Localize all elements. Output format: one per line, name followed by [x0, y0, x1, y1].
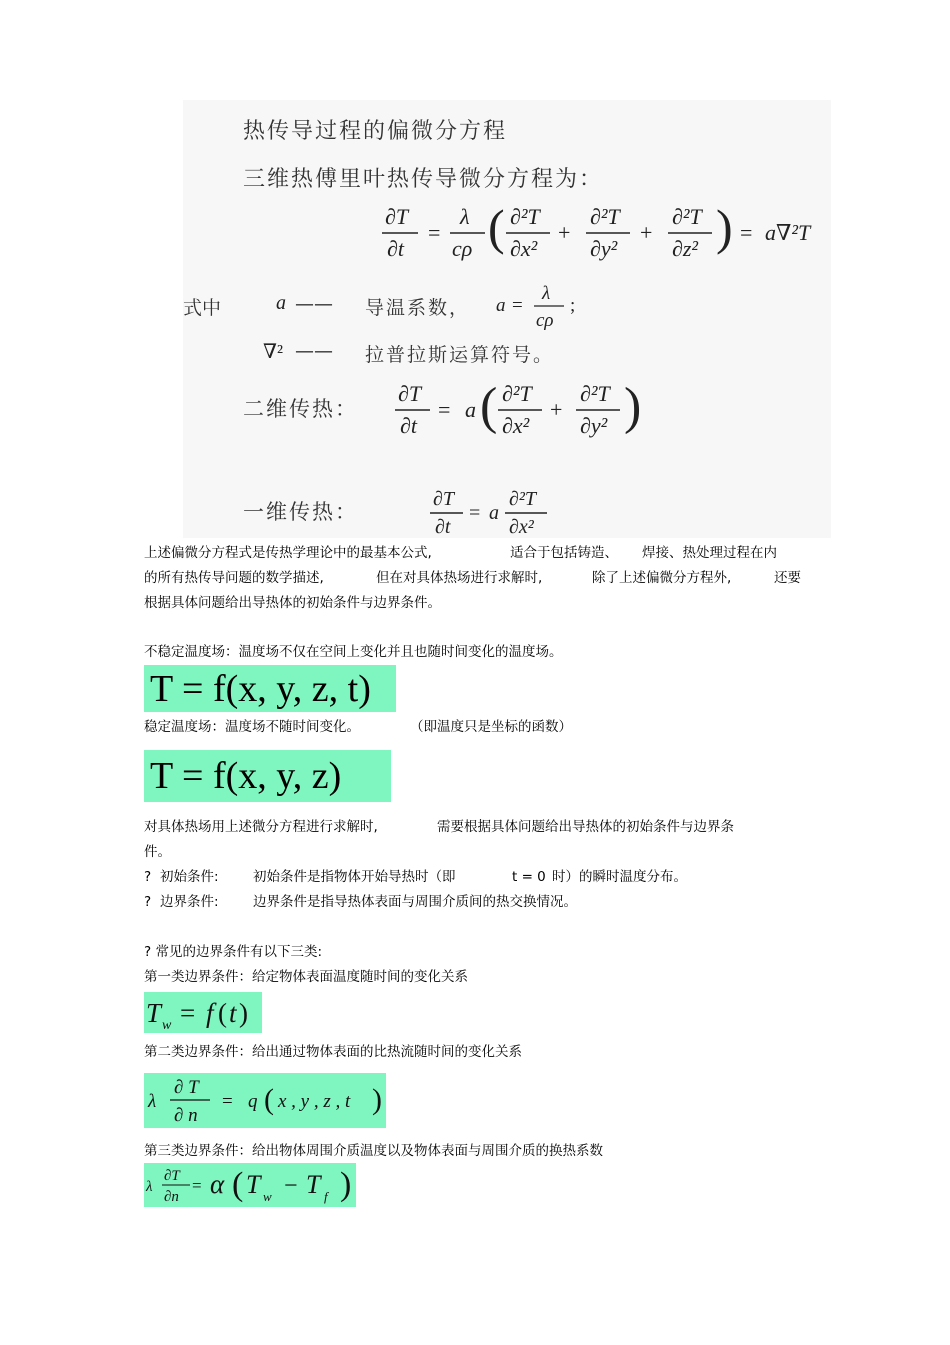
svg-text:∂T: ∂T [385, 204, 409, 229]
initial-description: 初始条件是指物体开始导热时（即 [253, 869, 456, 885]
a-description: 导温系数， [365, 297, 471, 319]
intro-line1-b: 适合于包括铸造、 [510, 545, 618, 561]
steady-equation-box [144, 750, 391, 802]
svg-text:∂²T: ∂²T [510, 204, 540, 229]
first-boundary-equation [144, 992, 262, 1033]
svg-text:λ: λ [148, 1091, 157, 1112]
intro-line1-c: 焊接、热处理过程在内 [642, 545, 777, 561]
boundary-description: 边界条件是指导热体表面与周围介质间的热交换情况。 [253, 894, 577, 910]
first-boundary-equation-box [144, 992, 262, 1033]
svg-text:∂z²: ∂z² [672, 236, 699, 261]
svg-text:w: w [162, 1018, 172, 1033]
svg-text:∂ T: ∂ T [174, 1077, 199, 1098]
svg-text:(: ( [264, 1083, 274, 1116]
unsteady-equation-box [144, 665, 396, 712]
svg-text:∂ n: ∂ n [174, 1105, 198, 1126]
svg-text:t: t [229, 998, 237, 1028]
where-label: 式中 [183, 297, 222, 319]
svg-text:a: a [489, 502, 499, 524]
intro-line3: 根据具体问题给出导热体的初始条件与边界条件。 [144, 595, 441, 611]
solve-line1-b: 需要根据具体问题给出导热体的初始条件与边界条 [437, 819, 734, 835]
intro-line2-b: 但在对具体热场进行求解时, [376, 570, 543, 586]
svg-text:a∇²T: a∇²T [765, 220, 811, 245]
svg-text:=: = [469, 502, 481, 524]
svg-text:cρ: cρ [452, 236, 473, 261]
svg-text:;: ; [570, 295, 576, 316]
nabla-symbol: ∇² [263, 341, 283, 363]
third-kind-boundary: 第三类边界条件：给出物体周围介质温度以及物体表面与周围介质的换热系数 [144, 1143, 603, 1159]
svg-text:(: ( [218, 998, 227, 1028]
svg-text:∂t: ∂t [435, 516, 451, 538]
two-d-heat-equation [390, 375, 660, 445]
svg-text:−: − [284, 1173, 298, 1199]
svg-text:): ) [716, 199, 733, 255]
steady-note: （即温度只是坐标的函数） [410, 719, 572, 735]
third-boundary-equation-box [144, 1163, 356, 1207]
svg-text:=: = [222, 1091, 233, 1112]
svg-text:∂T: ∂T [433, 488, 455, 510]
svg-text:T: T [246, 1170, 261, 1199]
a-definition-formula [492, 282, 592, 332]
svg-text:=: = [180, 998, 196, 1028]
initial-time: t = 0 [512, 869, 546, 885]
svg-text:a: a [465, 397, 476, 422]
svg-text:(: ( [488, 199, 505, 255]
svg-text:∂²T: ∂²T [502, 381, 532, 406]
section-subtitle: 三维热傅里叶热传导微分方程为： [243, 167, 604, 192]
svg-text:=: = [192, 1176, 202, 1195]
common-boundary-heading: ? 常见的边界条件有以下三类: [144, 944, 323, 960]
svg-text:q: q [248, 1091, 258, 1112]
svg-text:α: α [210, 1169, 225, 1199]
intro-line1-a: 上述偏微分方程式是传热学理论中的最基本公式, [144, 545, 432, 561]
section-title: 热传导过程的偏微分方程 [243, 119, 508, 144]
a-dash: —— [295, 293, 333, 315]
unsteady-equation: T = f(x, y, z, t) [150, 668, 371, 710]
svg-text:+: + [558, 220, 571, 245]
one-d-heat-equation [425, 483, 565, 541]
svg-text:∂T: ∂T [164, 1168, 180, 1184]
svg-text:∂²T: ∂²T [580, 381, 610, 406]
svg-text:∂x²: ∂x² [502, 413, 530, 438]
initial-label: 初始条件: [160, 869, 219, 885]
svg-text:+: + [640, 220, 653, 245]
boundary-bullet: ? [144, 894, 152, 910]
svg-text:+: + [550, 397, 563, 422]
svg-text:∂x²: ∂x² [509, 516, 534, 538]
svg-text:T: T [306, 1170, 321, 1199]
unsteady-definition: 不稳定温度场：温度场不仅在空间上变化并且也随时间变化的温度场。 [144, 644, 563, 660]
first-kind-boundary: 第一类边界条件：给定物体表面温度随时间的变化关系 [144, 969, 468, 985]
nabla-description: 拉普拉斯运算符号。 [365, 344, 555, 366]
svg-text:∂²T: ∂²T [672, 204, 702, 229]
intro-line2-d: 还要 [774, 570, 801, 586]
svg-text:x , y , z , t: x , y , z , t [278, 1091, 351, 1112]
svg-text:=: = [428, 220, 441, 245]
svg-text:∂²T: ∂²T [509, 488, 537, 510]
svg-text:=: = [438, 397, 451, 422]
svg-text:(: ( [480, 378, 498, 435]
steady-equation: T = f(x, y, z) [150, 755, 342, 797]
three-d-heat-equation [370, 198, 840, 268]
solve-line1-a: 对具体热场用上述微分方程进行求解时, [144, 819, 378, 835]
intro-line2-a: 的所有热传导问题的数学描述, [144, 570, 324, 586]
solve-line2: 件。 [144, 844, 171, 860]
svg-text:λ: λ [460, 204, 470, 229]
third-boundary-equation [144, 1163, 356, 1207]
svg-text:T: T [146, 998, 162, 1028]
svg-text:w: w [263, 1189, 272, 1204]
initial-description-end: 时）的瞬时温度分布。 [552, 869, 687, 885]
svg-text:): ) [624, 378, 642, 435]
initial-bullet: ? [144, 869, 152, 885]
svg-text:λ: λ [146, 1179, 153, 1195]
svg-text:∂T: ∂T [398, 381, 422, 406]
svg-text:): ) [340, 1166, 352, 1203]
intro-line2-c: 除了上述偏微分方程外, [592, 570, 732, 586]
nabla-dash: —— [295, 340, 333, 362]
one-d-label: 一维传热： [243, 500, 358, 524]
svg-text:): ) [372, 1083, 382, 1116]
a-symbol: a [276, 292, 286, 314]
svg-text:cρ: cρ [536, 310, 554, 331]
svg-text:∂y²: ∂y² [590, 236, 618, 261]
svg-text:∂t: ∂t [387, 236, 404, 261]
steady-definition: 稳定温度场：温度场不随时间变化。 [144, 719, 360, 735]
svg-text:=: = [740, 220, 753, 245]
svg-text:f: f [206, 998, 214, 1028]
svg-text:∂²T: ∂²T [590, 204, 620, 229]
svg-text:λ: λ [542, 283, 551, 304]
second-boundary-equation-box [144, 1073, 386, 1128]
second-kind-boundary: 第二类边界条件：给出通过物体表面的比热流随时间的变化关系 [144, 1044, 522, 1060]
svg-text:=: = [512, 295, 523, 316]
second-boundary-equation [144, 1073, 386, 1128]
svg-text:a: a [496, 295, 506, 316]
svg-text:∂x²: ∂x² [510, 236, 538, 261]
svg-text:∂t: ∂t [400, 413, 417, 438]
svg-text:): ) [239, 998, 248, 1028]
svg-text:f: f [324, 1189, 328, 1204]
svg-text:∂y²: ∂y² [580, 413, 608, 438]
boundary-label: 边界条件: [160, 894, 219, 910]
svg-text:(: ( [232, 1166, 244, 1203]
svg-text:∂n: ∂n [164, 1189, 179, 1205]
two-d-label: 二维传热： [243, 397, 358, 421]
